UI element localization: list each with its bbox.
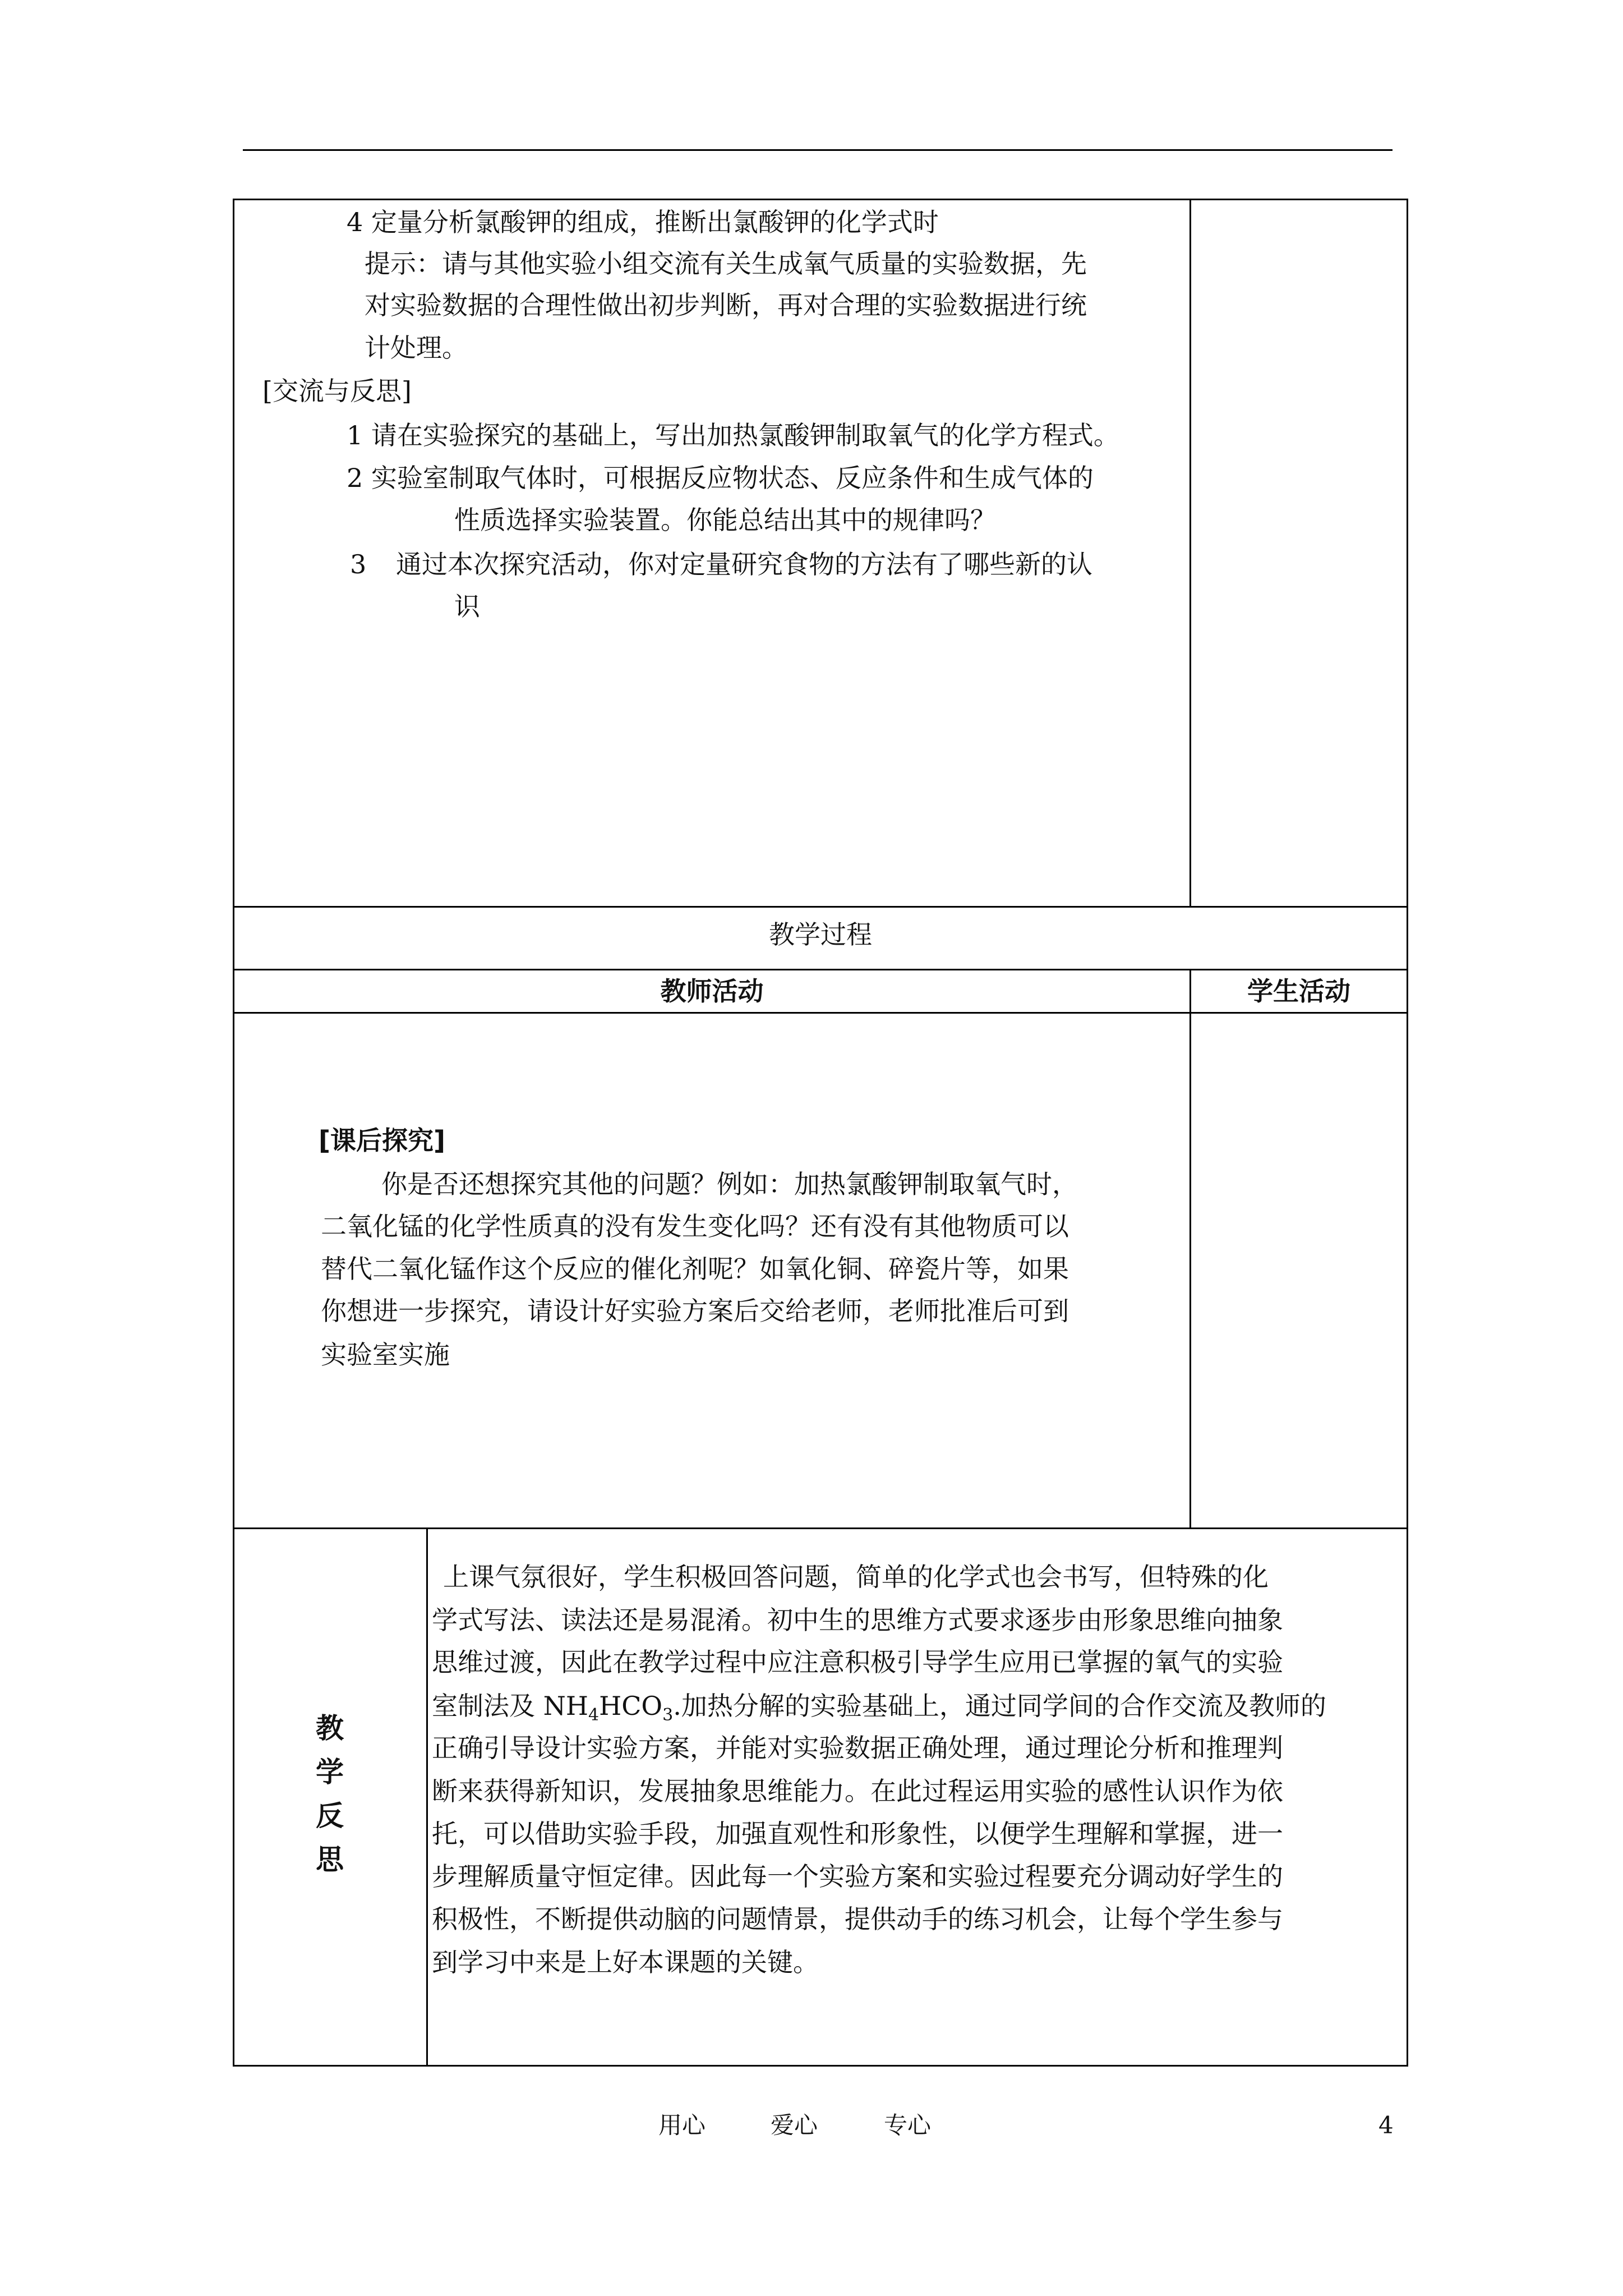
question-1: 1 请在实验探究的基础上，写出加热氯酸钾制取氧气的化学方程式。 (347, 420, 1119, 450)
table-right-border (1407, 199, 1408, 2067)
reflection-line-4-pre: 室制法及 NH (432, 1691, 588, 1721)
table-bottom-border (233, 2065, 1408, 2067)
reflection-line-4-mid: HCO (599, 1691, 663, 1721)
process-header: 教学过程 (769, 919, 872, 950)
reflection-line-6: 断来获得新知识，发展抽象思维能力。在此过程运用实验的感性认识作为依 (432, 1776, 1283, 1806)
column-divider-middle (1189, 969, 1191, 1529)
question-2-line-1: 2 实验室制取气体时，可根据反应物状态、反应条件和生成气体的 (347, 463, 1094, 493)
reflection-label-char: 教 (316, 1712, 344, 1745)
hint-line-3: 计处理。 (365, 333, 468, 363)
reflection-line-4 (432, 1693, 1326, 1724)
header-rule (243, 149, 1393, 151)
reflection-line-9: 积极性，不断提供动脑的问题情景，提供动手的练习机会，让每个学生参与 (432, 1904, 1283, 1934)
footer-motto-3: 专心 (884, 2111, 932, 2139)
question-3-line-2: 识 (454, 591, 480, 622)
reflection-line-10: 到学习中来是上好本课题的关键。 (432, 1947, 819, 1977)
table-left-border (233, 199, 234, 2067)
row-divider-process (233, 906, 1408, 908)
after-class-line-1: 你是否还想探究其他的问题？例如：加热氯酸钾制取氧气时， (381, 1169, 1078, 1199)
reflection-line-7: 托，可以借助实验手段，加强直观性和形象性，以便学生理解和掌握，进一 (432, 1819, 1283, 1849)
reflection-label-divider (426, 1527, 428, 2067)
column-divider-top (1189, 199, 1191, 908)
reflection-label-char: 反 (316, 1800, 344, 1832)
after-class-heading: [课后探究] (319, 1125, 446, 1156)
formula-subscript-4: 4 (588, 1705, 600, 1726)
reflection-line-5: 正确引导设计实验方案，并能对实验数据正确处理，通过理论分析和推理判 (432, 1733, 1283, 1763)
hint-line-2: 对实验数据的合理性做出初步判断，再对合理的实验数据进行统 (365, 290, 1087, 320)
footer-motto-1: 用心 (658, 2111, 706, 2139)
hint-line-1: 提示：请与其他实验小组交流有关生成氧气质量的实验数据，先 (365, 249, 1087, 279)
student-activity-header: 学生活动 (1247, 976, 1350, 1006)
formula-subscript-3: 3 (662, 1705, 674, 1726)
reflection-line-1: 上课气氛很好，学生积极回答问题，简单的化学式也会书写，但特殊的化 (443, 1562, 1269, 1592)
row-divider-reflection (233, 1527, 1408, 1529)
item4-title: 4 定量分析氯酸钾的组成，推断出氯酸钾的化学式时 (347, 207, 939, 237)
question-3-line-1: 通过本次探究活动，你对定量研究食物的方法有了哪些新的认 (396, 549, 1092, 579)
row-divider-columns (233, 969, 1408, 970)
table-top-border (233, 199, 1408, 200)
question-3-number: 3 (350, 549, 367, 579)
after-class-line-3: 替代二氧化锰作这个反应的催化剂呢？如氧化铜、碎瓷片等，如果 (321, 1254, 1069, 1284)
footer-motto-2: 爱心 (771, 2111, 818, 2139)
reflection-line-8: 步理解质量守恒定律。因此每一个实验方案和实验过程要充分调动好学生的 (432, 1861, 1283, 1892)
after-class-line-2: 二氧化锰的化学性质真的没有发生变化吗？还有没有其他物质可以 (321, 1211, 1069, 1241)
after-class-line-5: 实验室实施 (321, 1340, 450, 1370)
reflection-label-char: 思 (316, 1843, 344, 1876)
after-class-line-4: 你想进一步探究，请设计好实验方案后交给老师，老师批准后可到 (321, 1296, 1069, 1326)
exchange-heading: [交流与反思] (262, 376, 412, 406)
reflection-line-3: 思维过渡，因此在教学过程中应注意积极引导学生应用已掌握的氧气的实验 (432, 1647, 1283, 1677)
reflection-line-4-post: .加热分解的实验基础上，通过同学间的合作交流及教师的 (673, 1691, 1326, 1721)
reflection-label (313, 1706, 347, 1881)
teacher-activity-header: 教师活动 (660, 976, 764, 1006)
reflection-line-2: 学式写法、读法还是易混淆。初中生的思维方式要求逐步由形象思维向抽象 (432, 1605, 1283, 1635)
reflection-label-char: 学 (316, 1756, 344, 1788)
row-divider-after-class (233, 1012, 1408, 1014)
page-number: 4 (1378, 2111, 1394, 2139)
question-2-line-2: 性质选择实验装置。你能总结出其中的规律吗？ (454, 505, 996, 535)
